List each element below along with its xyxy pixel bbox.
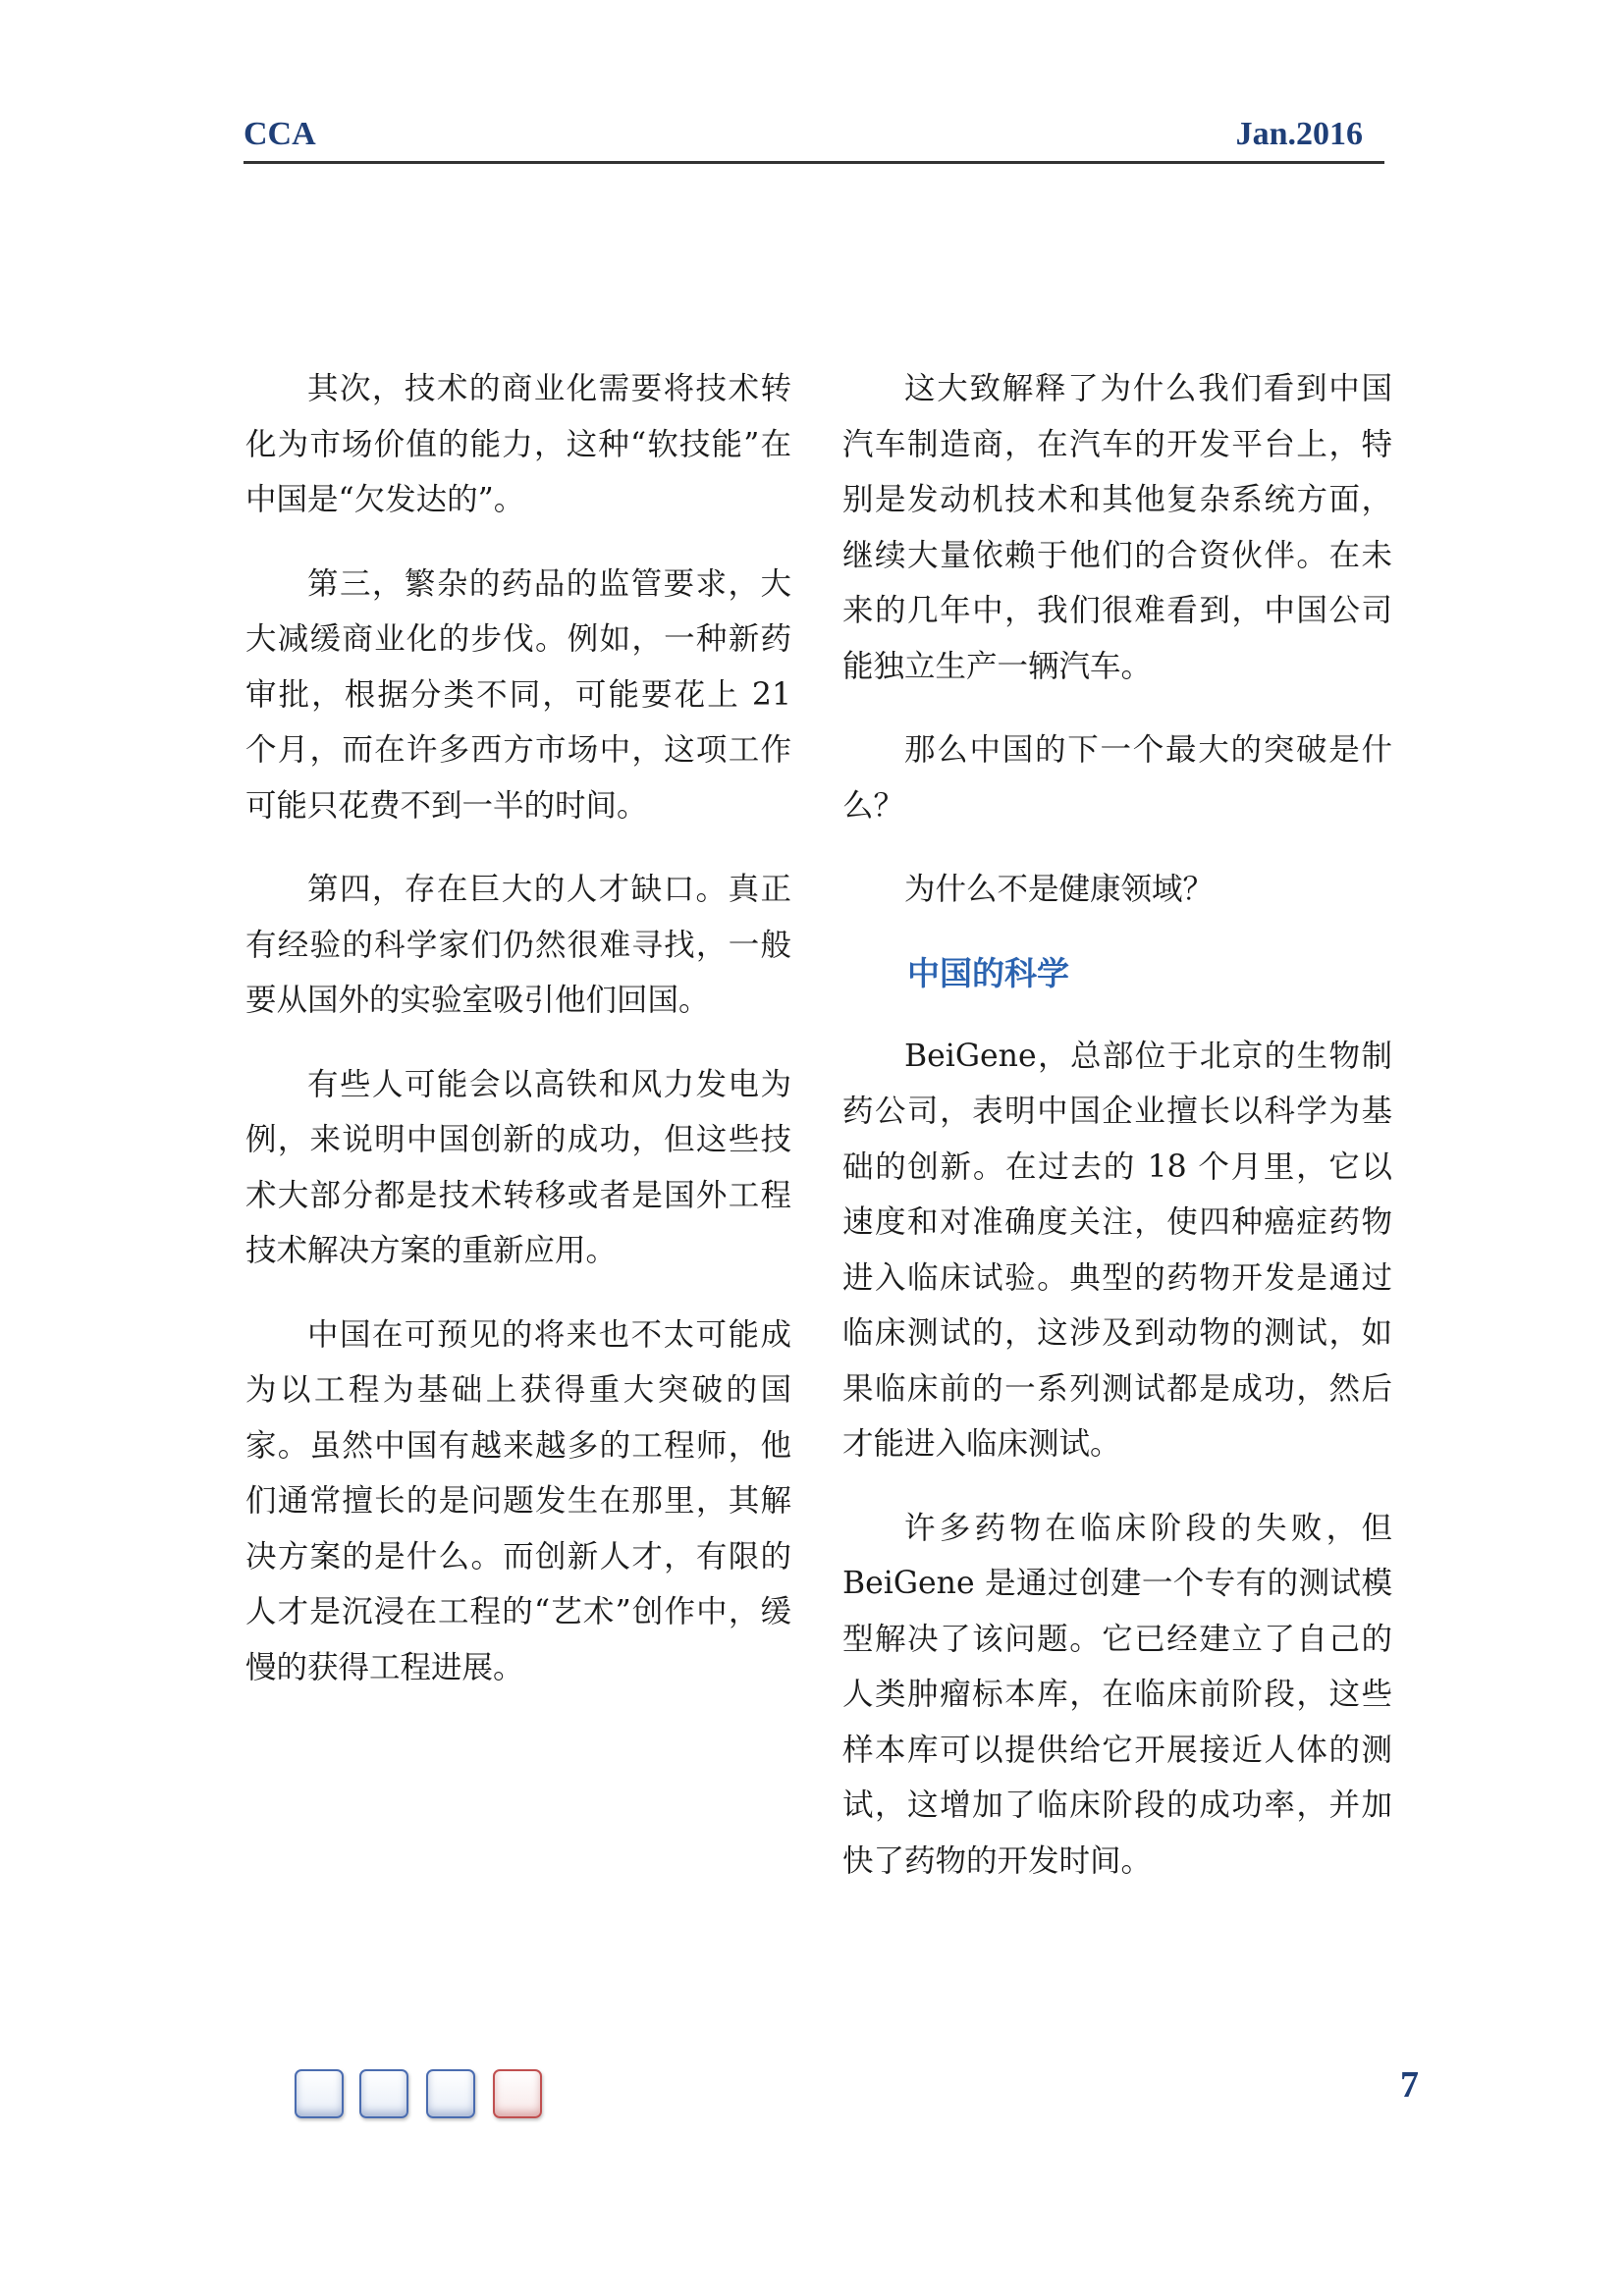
paragraph: 第三，繁杂的药品的监管要求，大大减缓商业化的步伐。例如，一种新药审批，根据分类不同，可能要花上 21 个月，而在许多西方市场中，这项工作可能只花费不到一半的时间。	[245, 565, 791, 824]
header-publication: CCA	[244, 116, 316, 152]
page-number: 7	[1400, 2064, 1419, 2106]
paragraph: 中国在可预见的将来也不太可能成为以工程为基础上获得重大突破的国家。虽然中国有越来越多的工程师，他们通常擅长的是问题发生在那里，其解决方案的是什么。而创新人才，有限的人才是沉浸在工程的“艺术”创作中，缓慢的获得工程进展。	[245, 1316, 791, 1685]
paragraph: 这大致解释了为什么我们看到中国汽车制造商，在汽车的开发平台上，特别是发动机技术和其他复杂系统方面，继续大量依赖于他们的合资伙伴。在未来的几年中，我们很难看到，中国公司能独立生产一辆汽车。	[842, 371, 1392, 684]
page-header	[244, 116, 1384, 164]
paragraph: 为什么不是健康领域？	[904, 872, 1215, 907]
paragraph: 许多药物在临床阶段的失败，但 BeiGene 是通过创建一个专有的测试模型解决了该问题。它已经建立了自己的人类肿瘤标本库，在临床前阶段，这些样本库可以提供给它开展接近人体的测试，这增加了临床阶段的成功率，并加快了药物的开发时间。	[842, 1510, 1392, 1879]
section-heading: 中国的科学	[907, 953, 1069, 992]
nav-square-button-red[interactable]	[493, 2069, 542, 2118]
header-date: Jan.2016	[1235, 116, 1363, 152]
right-column	[842, 361, 1392, 1917]
paragraph: 有些人可能会以高铁和风力发电为例，来说明中国创新的成功，但这些技术大部分都是技术转移或者是国外工程技术解决方案的重新应用。	[245, 1066, 791, 1268]
paragraph: 那么中国的下一个最大的突破是什么？	[842, 732, 1392, 824]
nav-square-button[interactable]	[426, 2069, 475, 2118]
nav-square-button[interactable]	[359, 2069, 408, 2118]
paragraph: BeiGene，总部位于北京的生物制药公司，表明中国企业擅长以科学为基础的创新。在过去的 18 个月里，它以速度和对准确度关注，使四种癌症药物进入临床试验。典型的药物开发是通过临床测试的，这涉及到动物的测试，如果临床前的一系列测试都是成功，然后才能进入临床测试。	[842, 1038, 1392, 1462]
paragraph: 其次，技术的商业化需要将技术转化为市场价值的能力，这种“软技能”在中国是“欠发达的”。	[245, 371, 791, 517]
left-column	[245, 361, 791, 1724]
paragraph: 第四，存在巨大的人才缺口。真正有经验的科学家们仍然很难寻找，一般要从国外的实验室吸引他们回国。	[245, 872, 791, 1018]
nav-square-button[interactable]	[295, 2069, 344, 2118]
